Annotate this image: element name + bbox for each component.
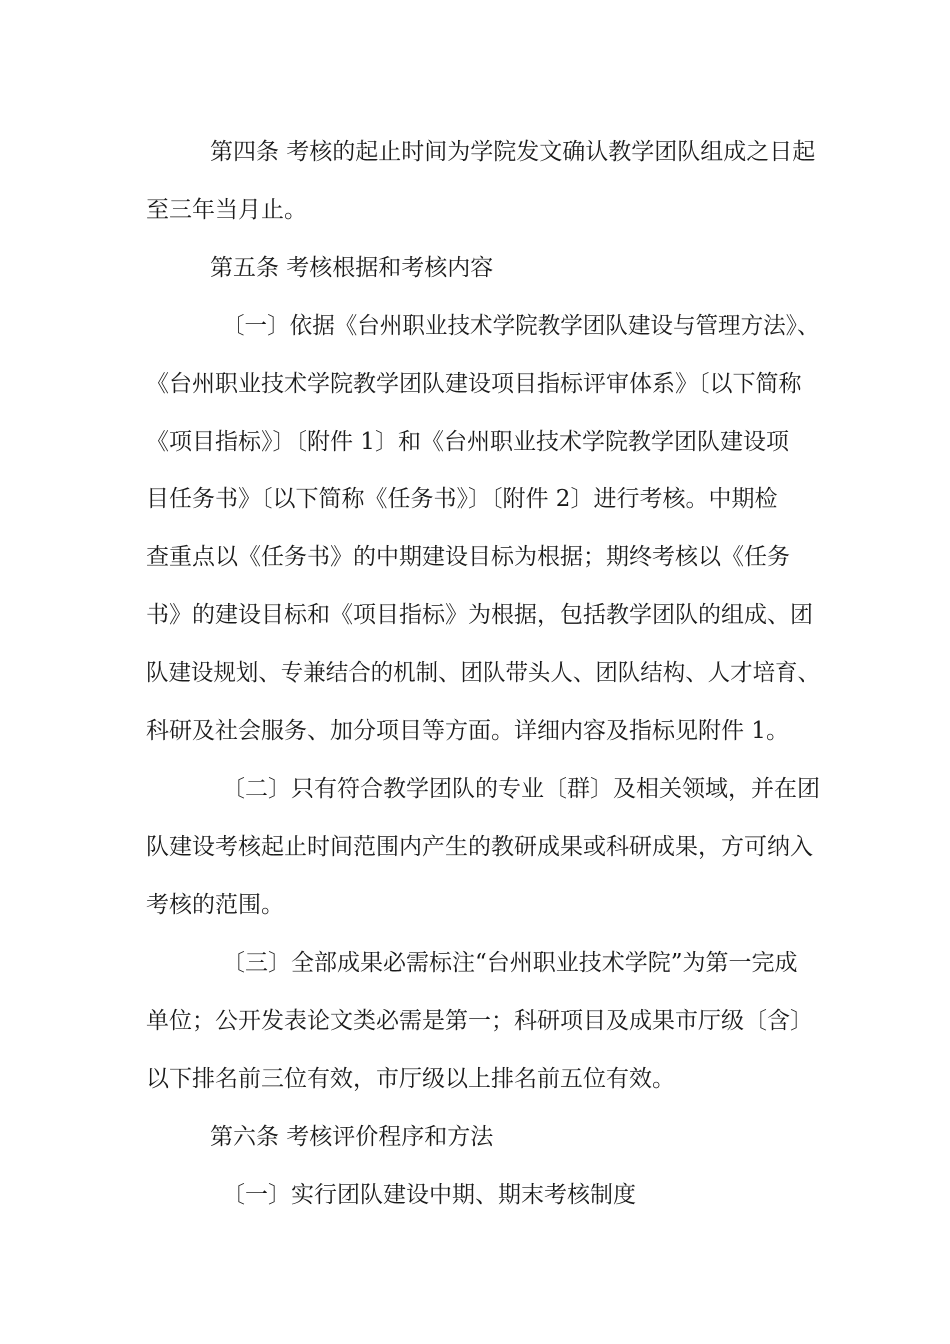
article-5-item-3-line-1: 〔三〕全部成果必需标注“台州职业技术学院”为第一完成 [222,950,798,976]
article-5-item-2-line-3: 考核的范围。 [146,892,284,918]
article-5-item-1-line-8: 科研及社会服务、加分项目等方面。详细内容及指标见附件 1。 [146,718,789,744]
article-5-item-2-line-1: 〔二〕只有符合教学团队的专业〔群〕及相关领域，并在团 [222,776,820,802]
article-5-item-1-line-6: 书》的建设目标和《项目指标》为根据，包括教学团队的组成、团 [146,602,813,628]
article-5-heading: 第五条 考核根据和考核内容 [210,255,494,281]
article-5-item-1-line-2: 《台州职业技术学院教学团队建设项目指标评审体系》〔以下简称 [146,371,802,397]
article-5-item-1-line-3: 《项目指标》〕〔附件 1〕和《台州职业技术学院教学团队建设项 [146,429,789,455]
article-4-line-2: 至三年当月止。 [146,197,307,223]
article-5-item-3-line-3: 以下排名前三位有效，市厅级以上排名前五位有效。 [146,1066,675,1092]
article-5-item-1-line-4: 目任务书》〔以下简称《任务书》〕〔附件 2〕进行考核。中期检 [146,486,778,512]
article-6-heading: 第六条 考核评价程序和方法 [210,1124,494,1150]
article-5-item-2-line-2: 队建设考核起止时间范围内产生的教研成果或科研成果，方可纳入 [146,834,813,860]
article-6-item-1: 〔一〕实行团队建设中期、期末考核制度 [222,1182,636,1208]
article-4-line-1: 第四条 考核的起止时间为学院发文确认教学团队组成之日起 [210,139,816,165]
article-5-item-3-line-2: 单位；公开发表论文类必需是第一；科研项目及成果市厅级〔含〕 [146,1008,813,1034]
article-5-item-1-line-7: 队建设规划、专兼结合的机制、团队带头人、团队结构、人才培育、 [146,660,820,686]
article-5-item-1-line-1: 〔一〕依据《台州职业技术学院教学团队建设与管理方法》、 [222,313,820,339]
article-5-item-1-line-5: 查重点以《任务书》的中期建设目标为根据；期终考核以《任务 [146,544,790,570]
